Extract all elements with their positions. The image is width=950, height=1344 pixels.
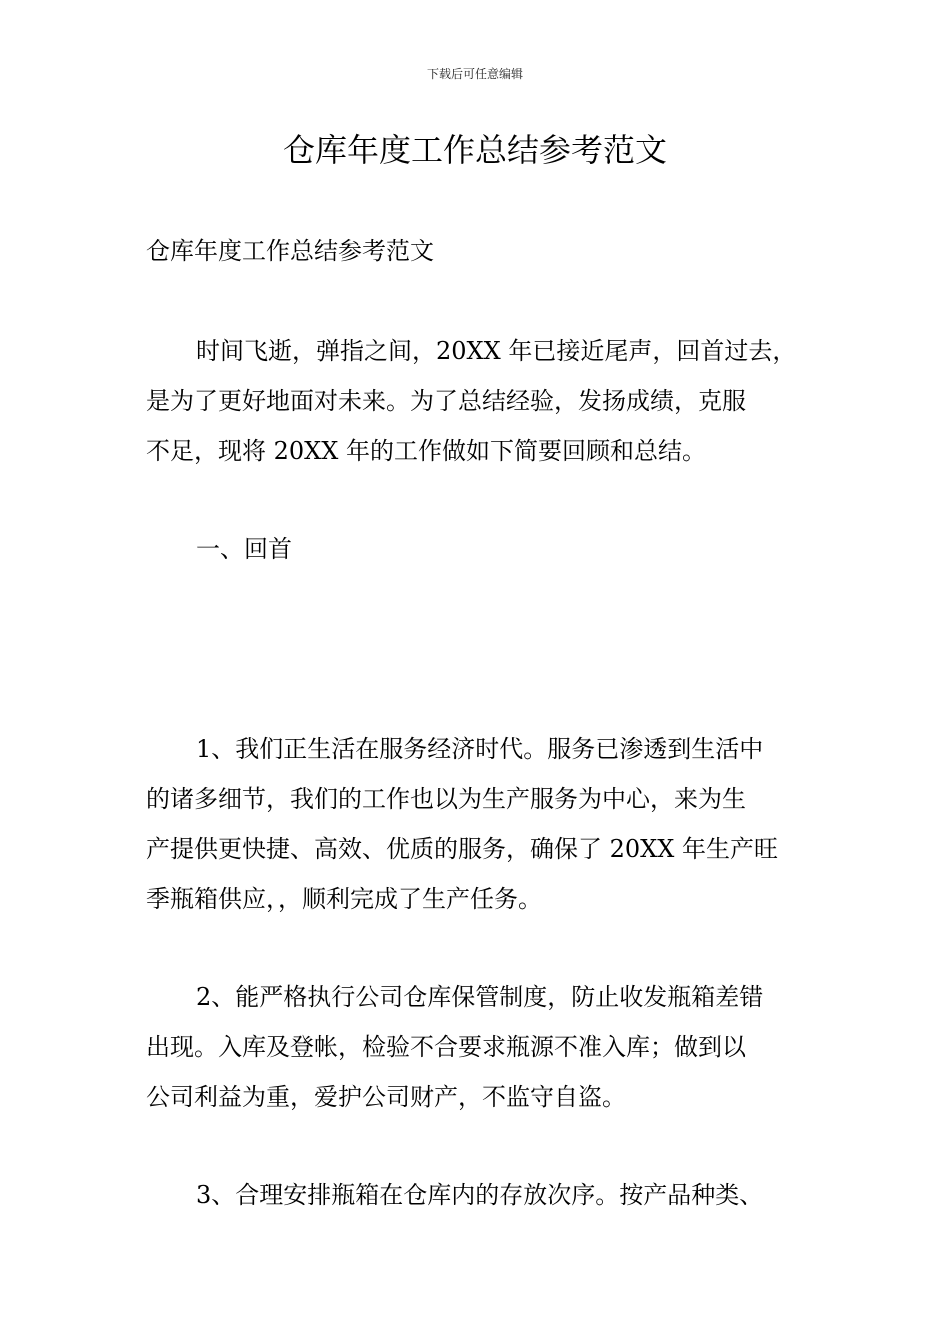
section-heading [146, 524, 816, 574]
paragraph-line: 不足，现将 20XX 年的工作做如下简要回顾和总结。 [146, 437, 706, 465]
paragraph-line: 公司利益为重，爱护公司财产，不监守自盗。 [146, 1083, 626, 1111]
section-heading-text: 一、回首 [196, 535, 292, 563]
paragraph-line: 2、能严格执行公司仓库保管制度，防止收发瓶箱差错 [196, 983, 764, 1011]
paragraph-line: 1、我们正生活在服务经济时代。服务已渗透到生活中 [196, 735, 764, 763]
paragraph-line: 是为了更好地面对未来。为了总结经验，发扬成绩，克服 [146, 387, 746, 415]
list-item-2 [146, 972, 816, 1122]
header-note: 下载后可任意编辑 [426, 67, 523, 81]
list-item-3 [146, 1170, 816, 1220]
paragraph-line: 的诸多细节，我们的工作也以为生产服务为中心，来为生 [146, 785, 746, 813]
paragraph-line: 3、合理安排瓶箱在仓库内的存放次序。按产品种类、 [196, 1181, 764, 1209]
paragraph-line: 时间飞逝，弹指之间，20XX 年已接近尾声，回首过去， [196, 337, 797, 365]
paragraph-line: 季瓶箱供应，，顺利完成了生产任务。 [146, 885, 542, 913]
paragraph-line: 出现。入库及登帐，检验不合要求瓶源不准入库；做到以 [146, 1033, 746, 1061]
intro-paragraph [146, 326, 816, 476]
paragraph-line: 产提供更快捷、高效、优质的服务，确保了 20XX 年生产旺 [146, 835, 778, 863]
subtitle-text: 仓库年度工作总结参考范文 [146, 237, 434, 265]
document-title: 仓库年度工作总结参考范文 [282, 131, 667, 169]
document-subtitle [146, 226, 816, 276]
list-item-1 [146, 724, 816, 924]
